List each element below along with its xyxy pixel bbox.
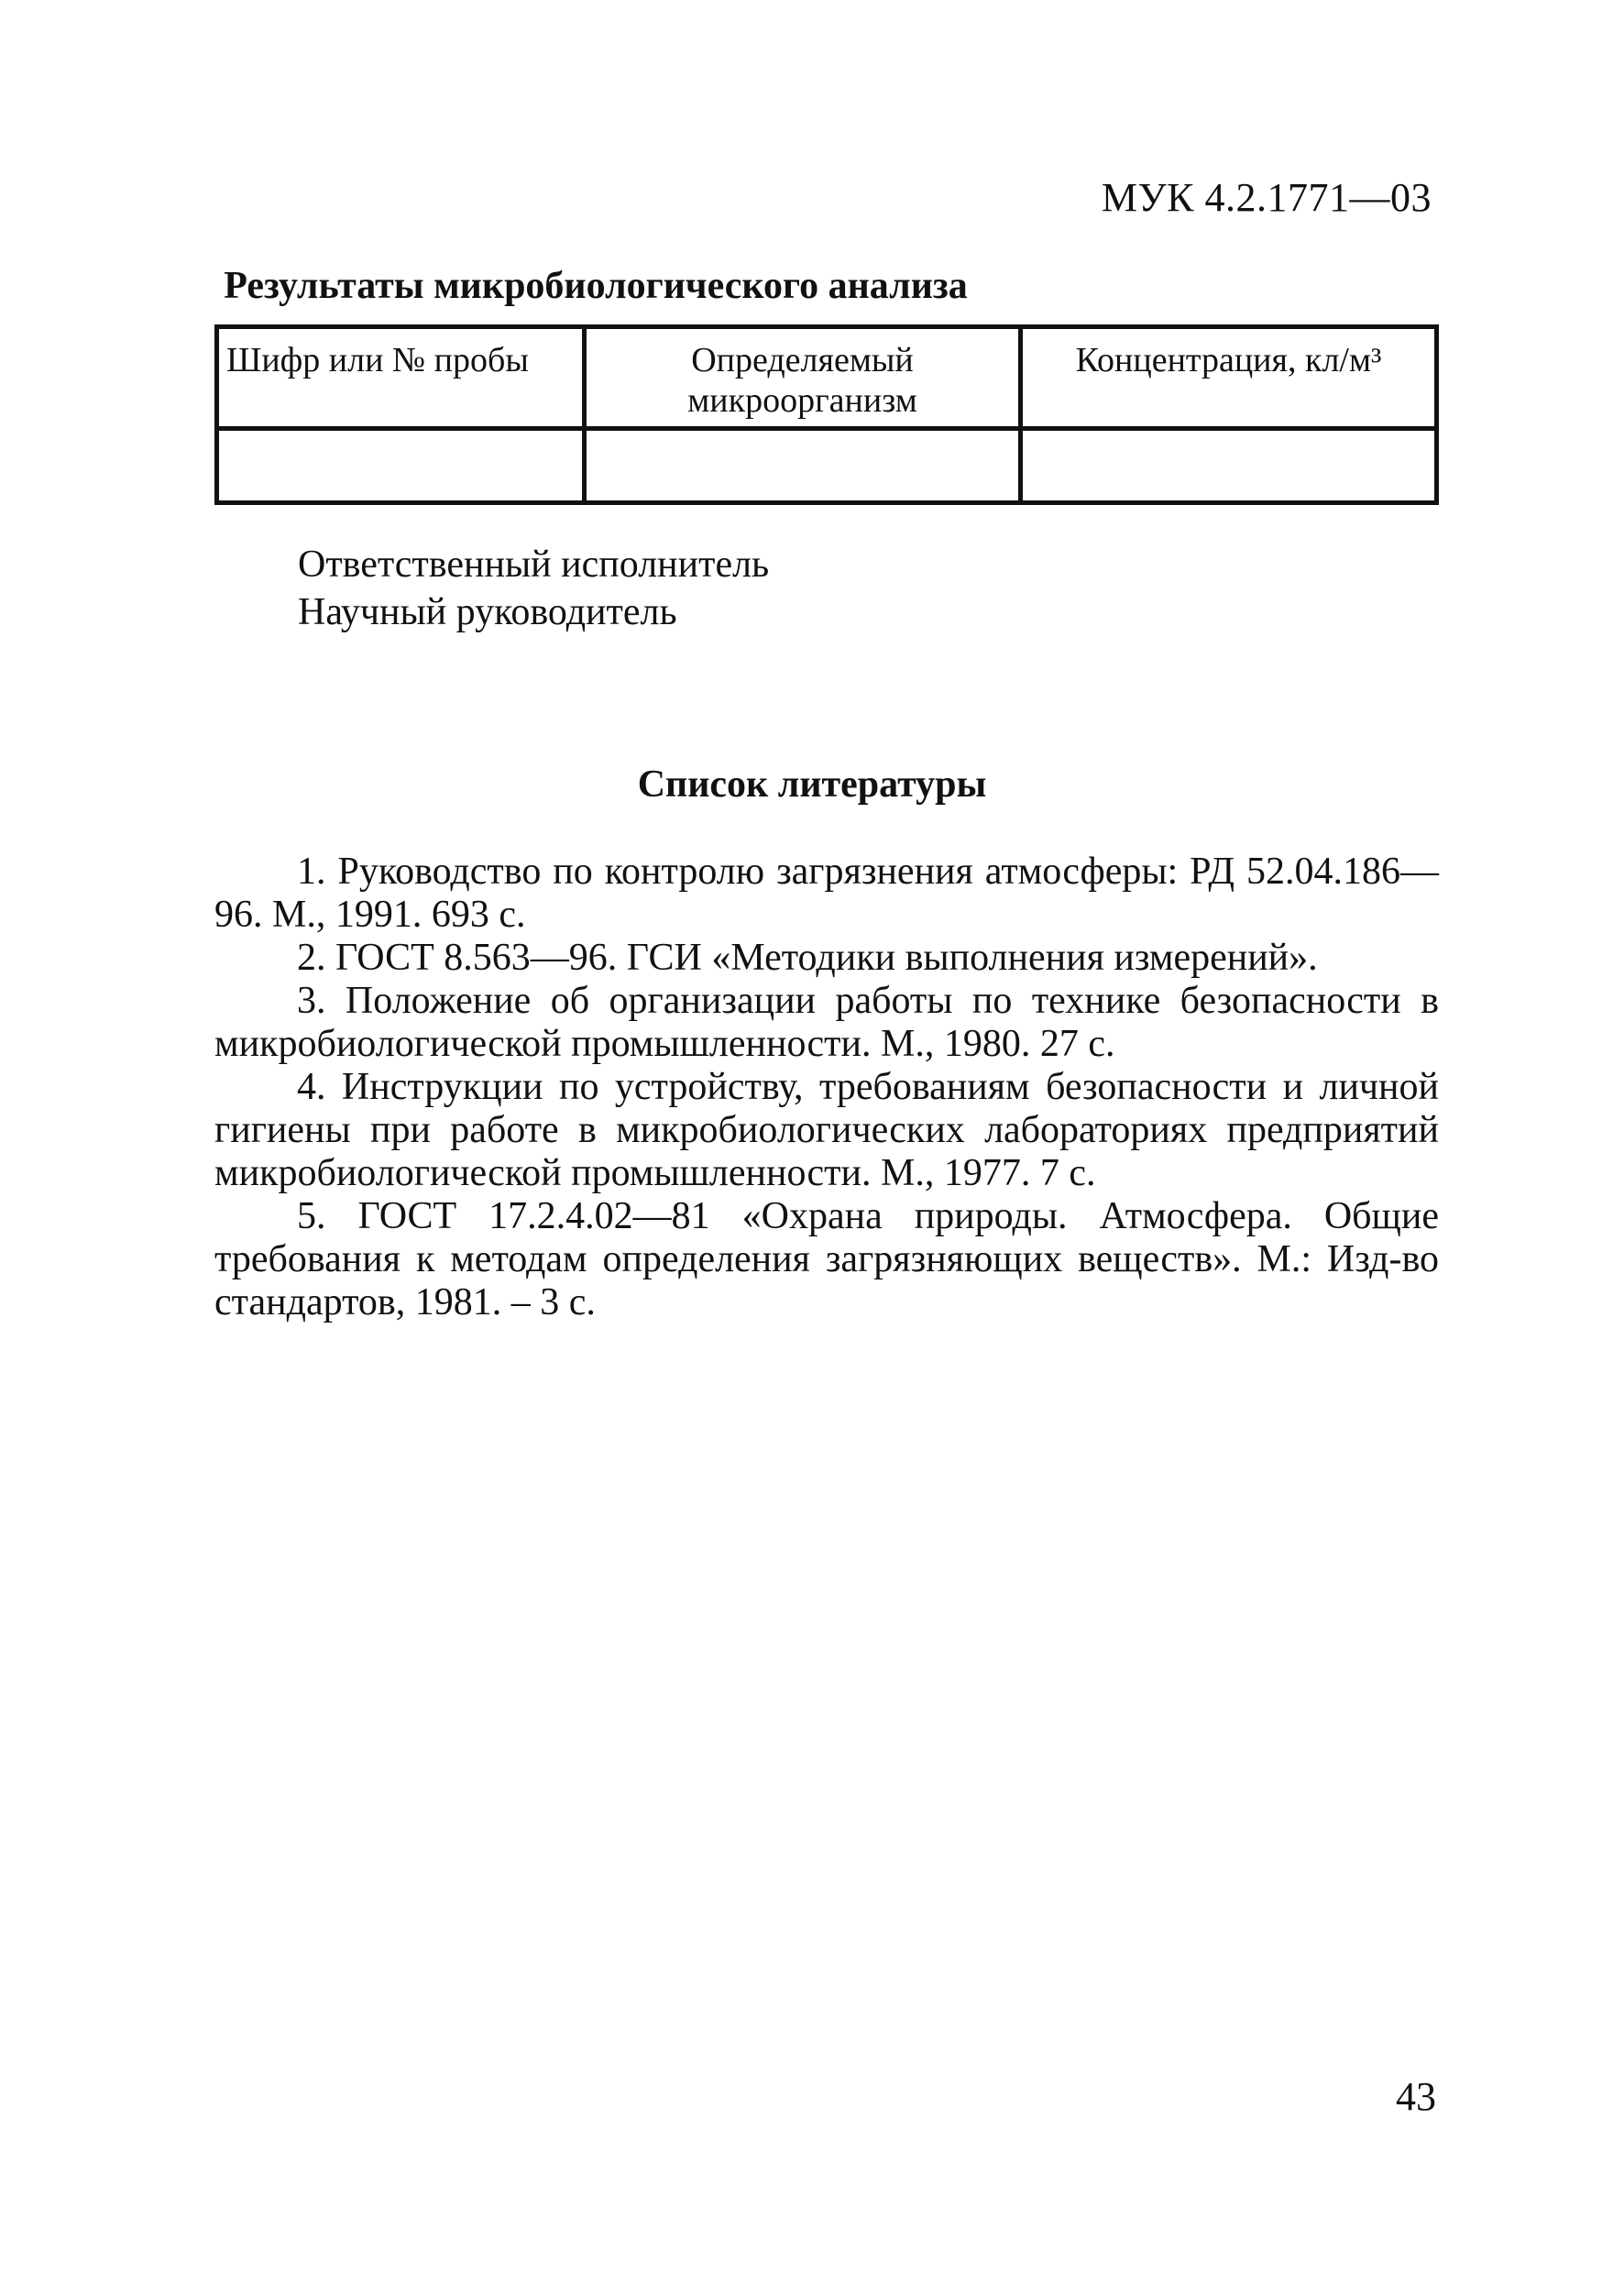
column-header-microorganism: Определяемый микроорганизм (585, 327, 1021, 429)
responsible-executor-label: Ответственный исполнитель (298, 544, 770, 586)
reference-item: 4. Инструкции по устройству, требованиям безопасности и личной гигиены при работе в микробиологических лабораториях предприятий микробиологической промышленности. М., 1977. 7 с. (214, 1066, 1439, 1194)
reference-item: 5. ГОСТ 17.2.4.02—81 «Охрана природы. Атмосфера. Общие требования к методам определения загрязняющих веществ». М.: Изд-во стандартов, 1981. – 3 с. (214, 1195, 1439, 1323)
page-number: 43 (1396, 2074, 1436, 2119)
reference-item: 1. Руководство по контролю загрязнения атмосферы: РД 52.04.186—96. М., 1991. 693 с. (214, 851, 1439, 936)
results-table (214, 324, 1439, 505)
results-table-title: Результаты микробиологического анализа (224, 265, 968, 307)
table-cell-sample-id (217, 429, 585, 503)
references-list (214, 851, 1439, 1324)
reference-item: 3. Положение об организации работы по технике безопасности в микробиологической промышленности. М., 1980. 27 с. (214, 980, 1439, 1065)
table-header-row (217, 327, 1437, 429)
reference-item: 2. ГОСТ 8.563—96. ГСИ «Методики выполнения измерений». (297, 937, 1318, 979)
document-code: МУК 4.2.1771—03 (1101, 175, 1432, 220)
column-header-concentration: Концентрация, кл/м³ (1021, 327, 1437, 429)
column-header-sample-id: Шифр или № пробы (217, 327, 585, 429)
table-cell-microorganism (585, 429, 1021, 503)
scientific-supervisor-label: Научный руководитель (298, 591, 677, 633)
table-cell-concentration (1021, 429, 1437, 503)
references-title: Список литературы (637, 763, 987, 806)
table-row (217, 429, 1437, 503)
signature-block (298, 541, 769, 636)
